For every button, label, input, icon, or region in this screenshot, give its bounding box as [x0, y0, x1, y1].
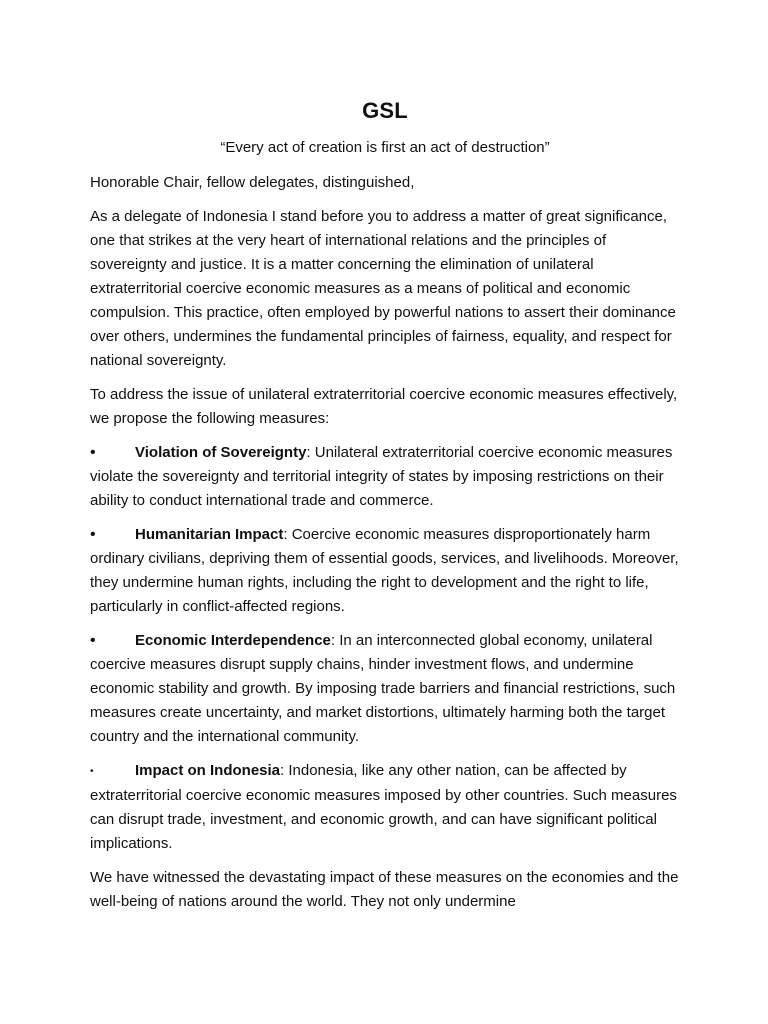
bullet-title: Humanitarian Impact — [135, 526, 284, 543]
bullet-humanitarian — [90, 523, 680, 619]
bullet-indonesia — [90, 759, 680, 856]
document-title: GSL — [362, 98, 408, 123]
bullet-sovereignty — [90, 441, 680, 513]
closing-paragraph: We have witnessed the devastating impact of these measures on the economies and the well-being of nations around the world. They not only undermine — [90, 869, 679, 910]
epigraph-quote: “Every act of creation is first an act of destruction” — [220, 139, 550, 156]
bullet-title: Economic Interdependence — [135, 632, 331, 649]
bullet-text: : In an interconnected global economy, unilateral coercive measures disrupt supply chains, hinder investment flows, and undermine economic stability and growth. By imposing trade barriers and financial restrictions, such measures create uncertainty, and market distortions, ultimately harming both the target country and the international community. — [90, 632, 676, 745]
proposal-paragraph: To address the issue of unilateral extraterritorial coercive economic measures effectively, we propose the following measures: — [90, 386, 678, 427]
bullet-text: : Unilateral extraterritorial coercive economic measures violate the sovereignty and territorial integrity of states by imposing restrictions on their ability to conduct international trade and commerce. — [90, 444, 673, 509]
bullet-marker: • — [90, 444, 96, 461]
bullet-text: : Indonesia, like any other nation, can be affected by extraterritorial coercive economic measures imposed by other countries. Such measures can disrupt trade, investment, and economic growth, and can have significant political implications. — [90, 762, 677, 852]
bullet-marker: • — [90, 632, 96, 649]
bullet-interdependence — [90, 629, 680, 749]
greeting-paragraph: Honorable Chair, fellow delegates, distinguished, — [90, 174, 415, 191]
bullet-text: : Coercive economic measures disproportionately harm ordinary civilians, depriving them of essential goods, services, and livelihoods. Moreover, they undermine human rights, including the right to development and the right to life, particularly in conflict-affected regions. — [90, 526, 679, 615]
document-page — [90, 96, 680, 924]
bullet-marker: • — [90, 766, 94, 777]
bullet-title: Violation of Sovereignty — [135, 444, 307, 461]
bullet-marker: • — [90, 526, 96, 543]
bullet-title: Impact on Indonesia — [135, 762, 281, 779]
intro-paragraph: As a delegate of Indonesia I stand before you to address a matter of great significance, one that strikes at the very heart of international relations and the principles of sovereignty and justice. It is a matter concerning the elimination of unilateral extraterritorial coercive economic measures as a means of political and economic compulsion. This practice, often employed by powerful nations to assert their dominance over others, undermines the fundamental principles of fairness, equality, and respect for national sovereignty. — [90, 208, 676, 369]
